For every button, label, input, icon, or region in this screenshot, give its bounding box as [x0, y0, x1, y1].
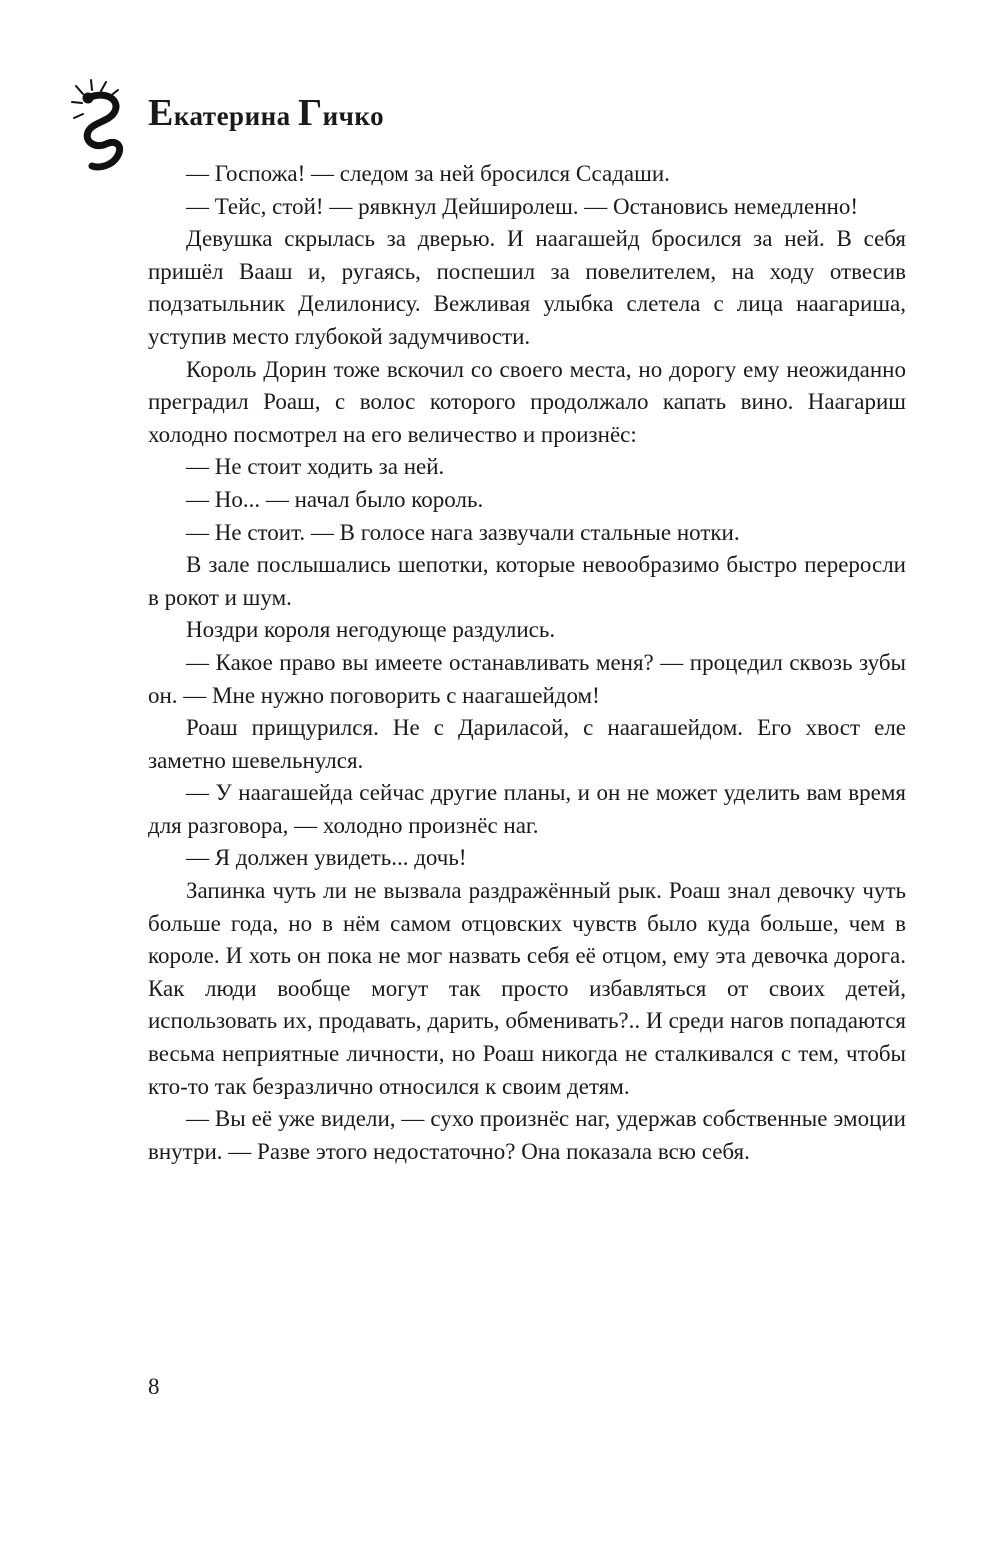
paragraph: Роаш прищурился. Не с Дариласой, с наагашейдом. Его хвост еле заметно шевельнулся. [148, 715, 906, 773]
author-last-rest: ичко [322, 101, 385, 131]
paragraph: Девушка скрылась за дверью. И наагашейд бросился за ней. В себя пришёл Вааш и, ругаясь, поспешил за повелителем, на ходу отвесив подзатыльник Делилонису. Вежливая улыбка слетела с лица наагариша, уступив место глубокой задумчивости. [148, 226, 906, 349]
paragraph: В зале послышались шепотки, которые невообразимо быстро переросли в рокот и шум. [148, 552, 906, 610]
body-text [148, 158, 906, 1168]
snake-ornament-icon [70, 78, 140, 178]
paragraph: — У наагашейда сейчас другие планы, и он не может уделить вам время для разговора, — холодно произнёс наг. [148, 780, 906, 838]
paragraph: — Не стоит ходить за ней. [186, 454, 445, 480]
paragraph: Ноздри короля негодующе раздулись. [186, 617, 556, 643]
author-last-initial: Г [297, 92, 323, 134]
paragraph: — Госпожа! — следом за ней бросился Ссадаши. [186, 161, 670, 186]
author-first-rest: катерина [173, 101, 291, 131]
paragraph: — Тейс, стой! — рявкнул Дейширолеш. — Остановись немедленно! [186, 193, 858, 219]
author-first-initial: Е [148, 92, 174, 134]
paragraph: — Я должен увидеть... дочь! [186, 845, 467, 871]
paragraph: Запинка чуть ли не вызвала раздражённый рык. Роаш знал девочку чуть больше года, но в нём самом отцовских чувств было куда больше, чем в короле. И хоть он пока не мог назвать себя её отцом, ему эта девочка дорога. Как люди вообще могут так просто избавляться от своих детей, использовать их, продавать, дарить, обменивать?.. И среди нагов попадаются весьма неприятные личности, но Роаш никогда не сталкивался с тем, чтобы кто-то так безразлично относился к своим детям. [148, 878, 906, 1099]
paragraph: Король Дорин тоже вскочил со своего места, но дорогу ему неожиданно преградил Роаш, с волос которого продолжало капать вино. Наагариш холодно посмотрел на его величество и произнёс: [148, 356, 906, 447]
paragraph: — Вы её уже видели, — сухо произнёс наг, удержав собственные эмоции внутри. — Разве этого недостаточно? Она показала всю себя. [148, 1106, 906, 1164]
paragraph: — Но... — начал было король. [186, 486, 484, 512]
paragraph: — Не стоит. — В голосе нага зазвучали стальные нотки. [186, 519, 740, 545]
author-name [148, 94, 384, 132]
paragraph: — Какое право вы имеете останавливать меня? — процедил сквозь зубы он. — Мне нужно поговорить с наагашейдом! [148, 649, 906, 708]
page-number: 8 [148, 1374, 160, 1399]
